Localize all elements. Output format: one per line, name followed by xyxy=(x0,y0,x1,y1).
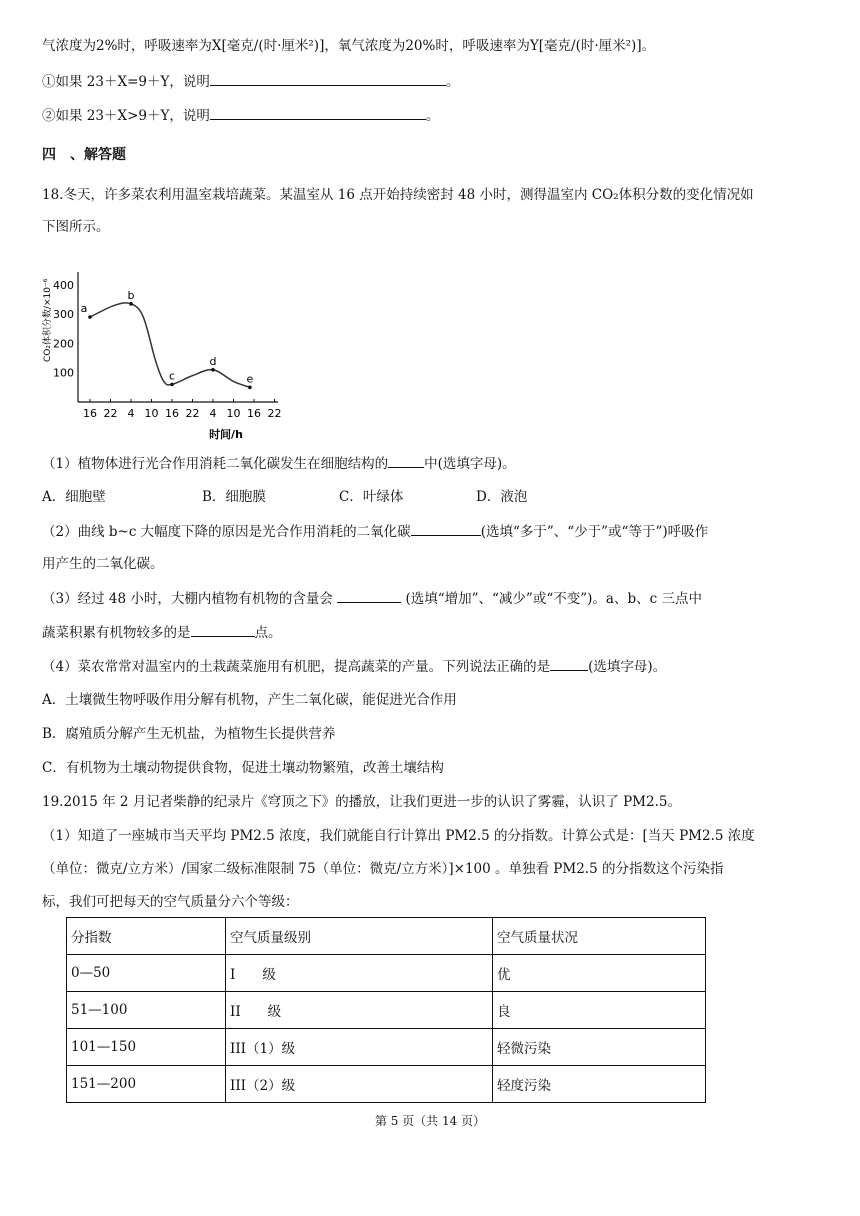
question-18-text: 18.冬天，许多菜农利用温室栽培蔬菜。某温室从 16 点开始持续密封 48 小时，测得温室内 CO₂体积分数的变化情况如 xyxy=(42,187,754,203)
data-point xyxy=(129,302,133,306)
table-header: 分指数 xyxy=(67,918,226,955)
point-label: c xyxy=(168,369,176,383)
question-text: 中(选填字母)。 xyxy=(424,456,516,472)
y-tick-label: 200 xyxy=(53,337,74,351)
question-19-part-1-cont: 标，我们可把每天的空气质量分六个等级： xyxy=(42,894,299,910)
point-label: b xyxy=(127,288,135,302)
table-row xyxy=(67,955,706,992)
table-cell: 151—200 xyxy=(67,1066,226,1103)
x-tick-label: 22 xyxy=(267,407,282,420)
question-text: 。 xyxy=(445,74,460,90)
question-text: (选填字母)。 xyxy=(588,659,667,675)
table-cell: I 级 xyxy=(226,955,493,992)
question-17-item-1 xyxy=(42,71,820,92)
question-text: （3）经过 48 小时，大棚内植物有机物的含量会 xyxy=(42,591,333,607)
data-point xyxy=(248,386,252,390)
answer-blank[interactable] xyxy=(550,656,588,671)
option-b[interactable]: B．腐殖质分解产生无机盐，为植物生长提供营养 xyxy=(42,726,336,742)
x-tick-label: 16 xyxy=(165,407,179,420)
answer-blank[interactable] xyxy=(411,521,481,536)
question-text: (选填“增加”、“减少”或“不变”)。a、b、c 三点中 xyxy=(405,591,702,607)
point-label: d xyxy=(209,354,217,368)
question-17-item-2 xyxy=(42,105,820,126)
x-tick-label: 4 xyxy=(209,407,217,420)
question-18-part-2-cont: 用产生的二氧化碳。 xyxy=(42,556,164,572)
option-a[interactable]: A．土壤微生物呼吸作用分解有机物，产生二氧化碳，能促进光合作用 xyxy=(42,692,457,708)
option-c[interactable]: C．有机物为土壤动物提供食物，促进土壤动物繁殖，改善土壤结构 xyxy=(42,760,444,776)
x-axis-label: 时间/h xyxy=(209,428,243,441)
answer-blank[interactable] xyxy=(210,71,446,86)
x-tick-label: 4 xyxy=(127,407,135,420)
point-label: a xyxy=(80,302,88,316)
option-b[interactable]: B．细胞膜 xyxy=(202,489,266,505)
question-text: 点。 xyxy=(254,625,282,641)
x-tick-label: 22 xyxy=(185,407,200,420)
table-cell: II 级 xyxy=(226,992,493,1029)
question-18-part-1 xyxy=(42,453,820,474)
data-point xyxy=(170,383,174,387)
x-tick-label: 16 xyxy=(83,407,97,420)
question-19-part-1-cont: （单位：微克/立方米）/国家二级标准限制 75（单位：微克/立方米）]×100 。单独看 PM2.5 的分指数这个污染指 xyxy=(42,861,724,877)
x-tick-label: 16 xyxy=(247,407,261,420)
table-cell: 0—50 xyxy=(67,955,226,992)
answer-blank[interactable] xyxy=(210,105,426,120)
y-tick-label: 100 xyxy=(53,366,74,380)
table-cell: 优 xyxy=(493,955,706,992)
section-heading: 四 、解答题 xyxy=(42,147,126,163)
question-text: （4）菜农常常对温室内的土栽蔬菜施用有机肥，提高蔬菜的产量。下列说法正确的是 xyxy=(42,659,551,675)
table-cell: 良 xyxy=(493,992,706,1029)
question-18-part-2 xyxy=(42,521,820,542)
question-18-part-1-options xyxy=(42,487,820,507)
table-cell: 轻微污染 xyxy=(493,1029,706,1066)
question-text: (选填“多于”、“少于”或“等于”)呼吸作 xyxy=(480,524,709,540)
y-tick-label: 300 xyxy=(53,308,74,322)
x-tick-label: 22 xyxy=(103,407,118,420)
table-cell: III（1）级 xyxy=(226,1029,493,1066)
table-header: 空气质量状况 xyxy=(493,918,706,955)
question-18-part-3-cont xyxy=(42,622,820,643)
answer-blank[interactable] xyxy=(388,453,424,468)
answer-blank[interactable] xyxy=(191,622,255,637)
page-footer: 第 5 页（共 14 页） xyxy=(374,1114,486,1128)
option-a[interactable]: A．细胞壁 xyxy=(42,489,106,505)
question-19-part-1: （1）知道了一座城市当天平均 PM2.5 浓度，我们就能自行计算出 PM2.5 的分指数。计算公式是：[当天 PM2.5 浓度 xyxy=(42,828,755,844)
question-text: （2）曲线 b~c 大幅度下降的原因是光合作用消耗的二氧化碳 xyxy=(42,524,411,540)
table-cell: 51—100 xyxy=(67,992,226,1029)
question-18-part-3 xyxy=(42,588,820,609)
question-text: （1）植物体进行光合作用消耗二氧化碳发生在细胞结构的 xyxy=(42,456,389,472)
table-row xyxy=(67,992,706,1029)
x-tick-label: 10 xyxy=(144,407,159,420)
question-18-part-4 xyxy=(42,656,820,677)
x-tick-label: 10 xyxy=(226,407,241,420)
y-axis-label: CO₂体积分数/×10⁻⁶ xyxy=(43,278,53,362)
table-header: 空气质量级别 xyxy=(226,918,493,955)
table-row xyxy=(67,1066,706,1103)
text-line: 气浓度为2%时，呼吸速率为X[毫克/(时·厘米²)]，氧气浓度为20%时，呼吸速率为Y[毫克/(时·厘米²)]。 xyxy=(42,38,656,54)
option-d[interactable]: D．液泡 xyxy=(476,489,528,505)
option-c[interactable]: C．叶绿体 xyxy=(339,489,404,505)
air-quality-table xyxy=(66,917,706,1103)
data-point xyxy=(88,315,92,319)
data-point xyxy=(211,368,215,372)
question-text: 。 xyxy=(425,108,440,124)
table-cell: 101—150 xyxy=(67,1029,226,1066)
question-18-text-cont: 下图所示。 xyxy=(42,219,110,235)
question-text: ①如果 23＋X=9＋Y，说明 xyxy=(42,74,210,90)
table-row xyxy=(67,1029,706,1066)
point-label: e xyxy=(246,372,254,386)
table-header-row xyxy=(67,918,706,955)
table-cell: III（2）级 xyxy=(226,1066,493,1103)
table-cell: 轻度污染 xyxy=(493,1066,706,1103)
co2-line-chart xyxy=(38,262,288,444)
question-19-text: 19.2015 年 2 月记者柴静的纪录片《穹顶之下》的播放，让我们更进一步的认识了雾霾，认识了 PM2.5。 xyxy=(42,794,681,810)
question-text: ②如果 23＋X>9＋Y，说明 xyxy=(42,108,210,124)
question-text: 蔬菜积累有机物较多的是 xyxy=(42,625,191,641)
y-tick-label: 400 xyxy=(53,278,74,292)
answer-blank[interactable] xyxy=(337,588,401,603)
